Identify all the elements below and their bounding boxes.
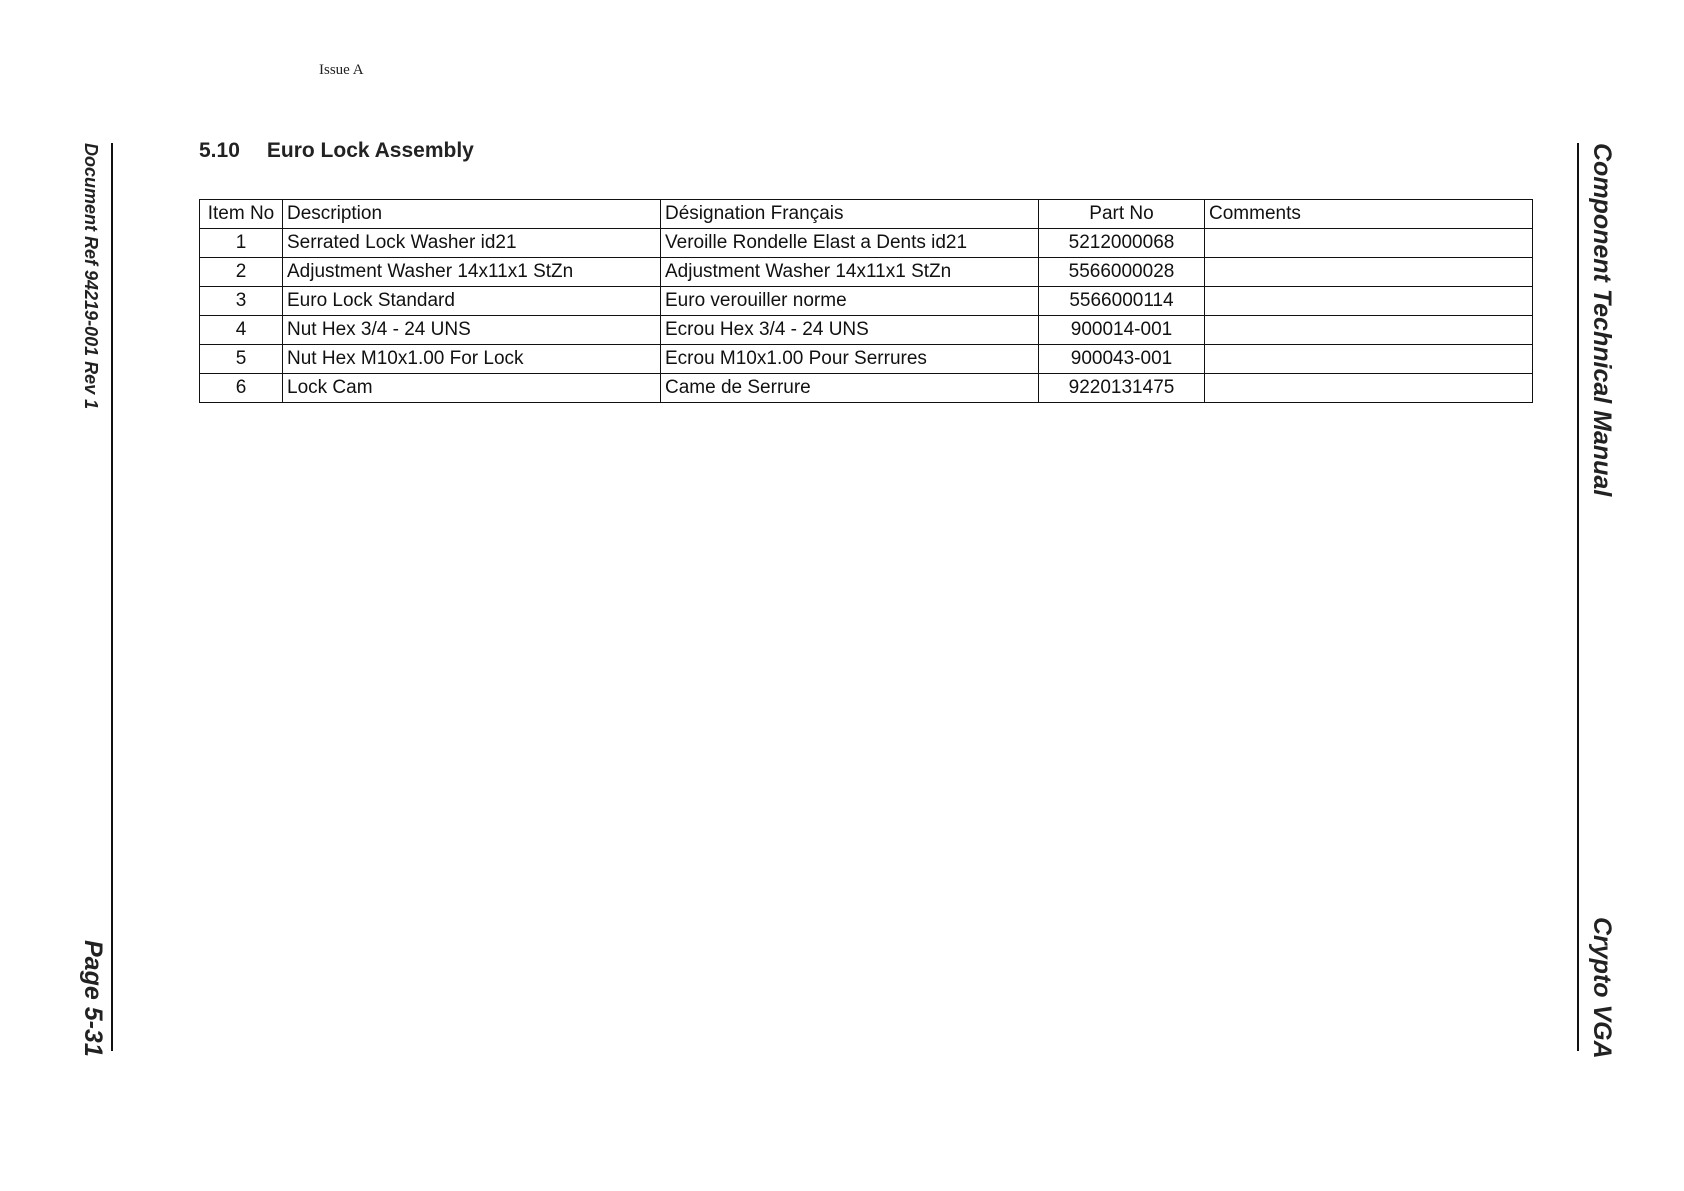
cell-part-no: 5212000068 (1039, 229, 1205, 258)
cell-part-no: 9220131475 (1039, 374, 1205, 403)
cell-item-no: 5 (200, 345, 283, 374)
cell-description: Serrated Lock Washer id21 (283, 229, 661, 258)
cell-designation-fr: Ecrou M10x1.00 Pour Serrures (661, 345, 1039, 374)
cell-comments (1205, 374, 1533, 403)
table-row (200, 258, 1533, 287)
product-name: Crypto VGA (1588, 917, 1616, 1059)
section-heading (199, 139, 474, 163)
document-reference: Document Ref 94219-001 Rev 1 (81, 143, 101, 410)
cell-designation-fr: Euro verouiller norme (661, 287, 1039, 316)
manual-title: Component Technical Manual (1588, 143, 1616, 497)
cell-item-no: 3 (200, 287, 283, 316)
page-number: Page 5-31 (79, 940, 107, 1057)
issue-label: Issue A (319, 62, 364, 78)
cell-comments (1205, 345, 1533, 374)
table-header-row (200, 200, 1533, 229)
cell-designation-fr: Came de Serrure (661, 374, 1039, 403)
cell-description: Lock Cam (283, 374, 661, 403)
table-row (200, 229, 1533, 258)
cell-description: Adjustment Washer 14x11x1 StZn (283, 258, 661, 287)
right-margin-rule (1577, 143, 1579, 1051)
header-comments: Comments (1205, 200, 1533, 229)
cell-item-no: 2 (200, 258, 283, 287)
cell-item-no: 1 (200, 229, 283, 258)
cell-designation-fr: Ecrou Hex 3/4 - 24 UNS (661, 316, 1039, 345)
section-title: Euro Lock Assembly (266, 139, 474, 162)
cell-item-no: 6 (200, 374, 283, 403)
header-part-no: Part No (1039, 200, 1205, 229)
cell-part-no: 5566000028 (1039, 258, 1205, 287)
cell-comments (1205, 258, 1533, 287)
cell-description: Nut Hex 3/4 - 24 UNS (283, 316, 661, 345)
table-row (200, 287, 1533, 316)
table-row (200, 316, 1533, 345)
cell-part-no: 5566000114 (1039, 287, 1205, 316)
cell-description: Nut Hex M10x1.00 For Lock (283, 345, 661, 374)
cell-part-no: 900043-001 (1039, 345, 1205, 374)
parts-table (199, 199, 1533, 403)
left-margin-rule (111, 143, 113, 1051)
header-description: Description (283, 200, 661, 229)
cell-description: Euro Lock Standard (283, 287, 661, 316)
header-item-no: Item No (200, 200, 283, 229)
cell-comments (1205, 229, 1533, 258)
cell-comments (1205, 287, 1533, 316)
table-row (200, 345, 1533, 374)
cell-designation-fr: Veroille Rondelle Elast a Dents id21 (661, 229, 1039, 258)
cell-comments (1205, 316, 1533, 345)
cell-designation-fr: Adjustment Washer 14x11x1 StZn (661, 258, 1039, 287)
cell-part-no: 900014-001 (1039, 316, 1205, 345)
table-row (200, 374, 1533, 403)
section-number: 5.10 (199, 139, 240, 162)
cell-item-no: 4 (200, 316, 283, 345)
header-designation-fr: Désignation Français (661, 200, 1039, 229)
